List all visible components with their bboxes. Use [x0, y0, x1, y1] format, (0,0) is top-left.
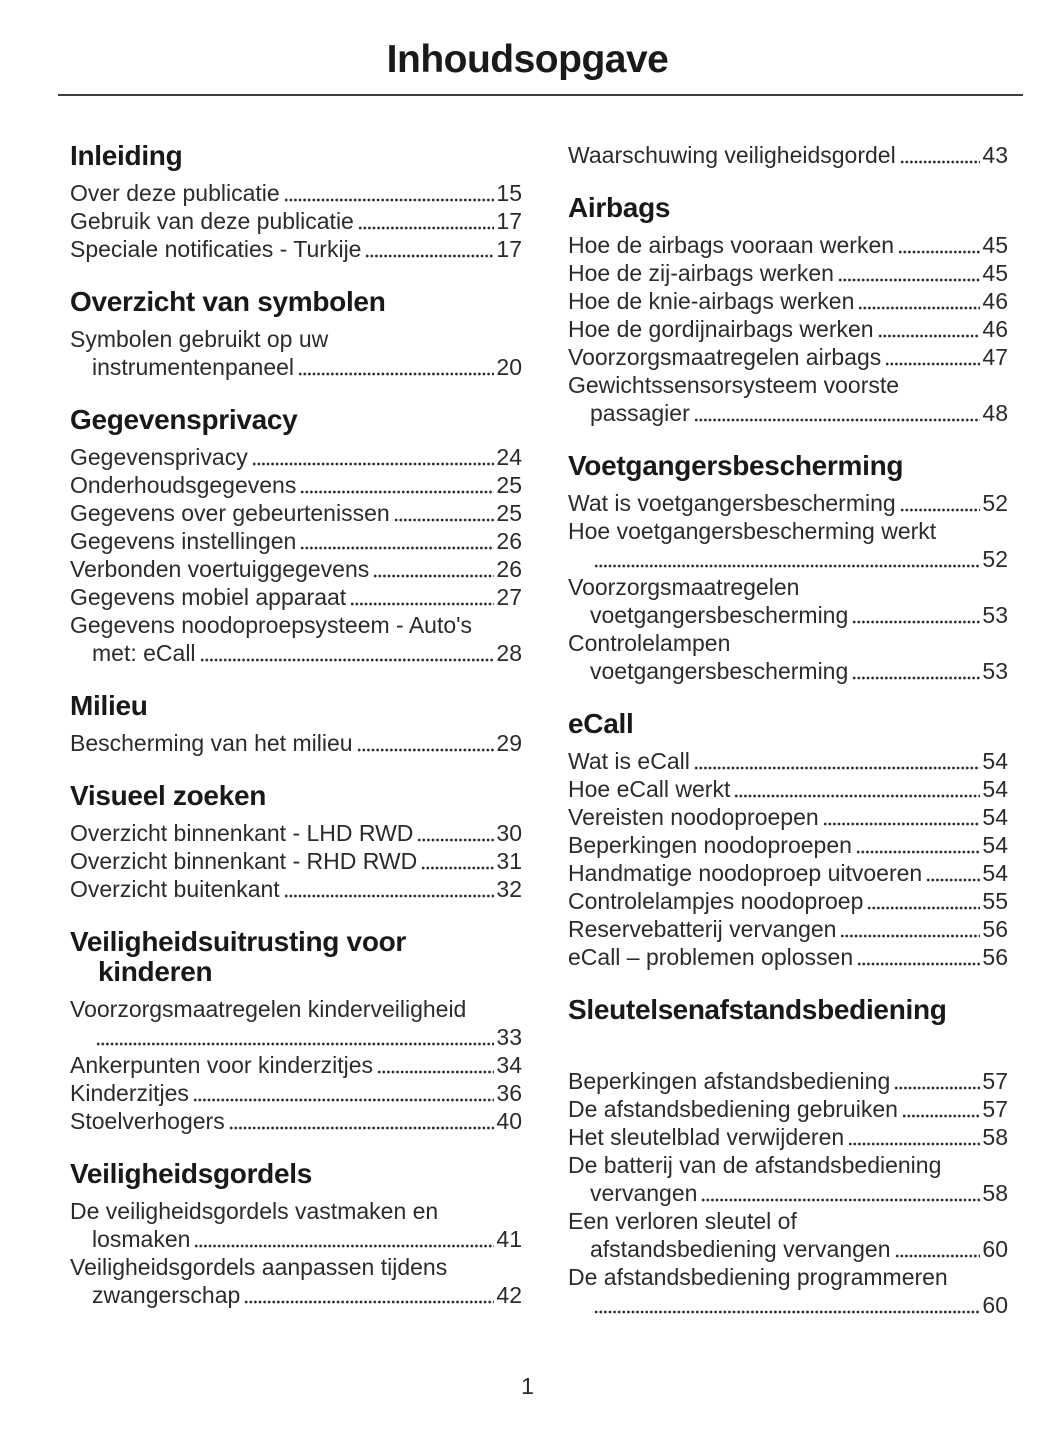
toc-entry	[70, 471, 522, 499]
toc-entry-line: De veiligheidsgordels vastmaken en	[70, 1198, 439, 1224]
toc-entry	[568, 517, 1008, 573]
leader-dots	[252, 461, 495, 467]
toc-entry-line: Gegevens noodoproepsysteem - Auto's	[70, 612, 473, 638]
toc-entry-line-final	[568, 1095, 1008, 1123]
toc-entry	[70, 611, 522, 667]
toc-entry-line-final	[568, 399, 1008, 427]
toc-entry-line-final	[568, 231, 1008, 259]
toc-entry	[70, 555, 522, 583]
toc-entry-line-final	[70, 527, 522, 555]
toc-entry	[568, 259, 1008, 287]
entry-label: Gegevens mobiel apparaat	[70, 584, 347, 610]
entry-page-number: 26	[496, 528, 522, 554]
toc-entry-line-final	[568, 943, 1008, 971]
toc-entry-line-final	[70, 1051, 522, 1079]
toc-entry-line: Voorzorgsmaatregelen kinderveiligheid	[70, 996, 467, 1022]
entry-label: Verbonden voertuiggegevens	[70, 556, 370, 582]
entry-label: voetgangersbescherming	[590, 658, 849, 684]
toc-entry	[568, 887, 1008, 915]
leader-dots	[900, 159, 981, 165]
toc-entry	[568, 1151, 1008, 1207]
entry-page-number: 58	[982, 1124, 1008, 1150]
entry-label: losmaken	[92, 1226, 191, 1252]
entry-label: Over deze publicatie	[70, 180, 280, 206]
entry-label: Gegevens instellingen	[70, 528, 297, 554]
entry-label: instrumentenpaneel	[92, 354, 295, 380]
toc-entry-line-final	[568, 803, 1008, 831]
entry-page-number: 41	[496, 1226, 522, 1252]
entry-page-number: 54	[982, 832, 1008, 858]
toc-entry	[568, 1263, 1008, 1319]
entry-label: Kinderzitjes	[70, 1080, 189, 1106]
leader-dots	[373, 573, 494, 579]
entry-label: Speciale notificaties - Turkije	[70, 236, 362, 262]
entry-page-number: 28	[496, 640, 522, 666]
leader-dots	[244, 1299, 494, 1305]
toc-entry	[568, 231, 1008, 259]
toc-entry-line-final	[568, 1123, 1008, 1151]
toc-entry	[568, 747, 1008, 775]
toc-entry-line-final	[70, 555, 522, 583]
toc-entry	[70, 325, 522, 381]
entry-page-number: 15	[496, 180, 522, 206]
toc-entry	[568, 915, 1008, 943]
toc-entry	[568, 1207, 1008, 1263]
section-heading-line: Veiligheidsgordels	[70, 1158, 313, 1189]
toc-entry	[568, 315, 1008, 343]
entry-page-number: 57	[982, 1096, 1008, 1122]
toc-entry-line-final	[70, 471, 522, 499]
entry-label: Controlelampjes noodoproep	[568, 888, 864, 914]
section-heading-line: eCall	[568, 708, 634, 739]
toc-entry-line-final	[70, 847, 522, 875]
toc-entry	[70, 527, 522, 555]
toc-entry-line-final	[568, 1291, 1008, 1319]
toc-entry	[70, 235, 522, 263]
doc-header	[0, 40, 1055, 96]
toc-entry-line-final	[568, 1235, 1008, 1263]
entry-page-number: 53	[982, 658, 1008, 684]
entry-page-number: 31	[496, 848, 522, 874]
leader-dots	[848, 1141, 980, 1147]
leader-dots	[840, 933, 980, 939]
entry-label: Gegevensprivacy	[70, 444, 248, 470]
toc-entry-line-final	[568, 657, 1008, 685]
entry-label: Handmatige noodoproep uitvoeren	[568, 860, 923, 886]
toc-entry-line-final	[568, 601, 1008, 629]
entry-page-number: 56	[982, 916, 1008, 942]
section-heading-line: Gegevensprivacy	[70, 404, 298, 435]
page-title: Inhoudsopgave	[386, 38, 669, 81]
entry-page-number: 52	[982, 546, 1008, 572]
entry-label: zwangerschap	[92, 1282, 241, 1308]
leader-dots	[856, 849, 981, 855]
leader-dots	[898, 249, 980, 255]
toc-entry	[568, 831, 1008, 859]
toc-entry-line: De batterij van de afstandsbediening	[568, 1152, 942, 1178]
toc-section	[70, 141, 522, 263]
toc-entry-line: Een verloren sleutel of	[568, 1208, 797, 1234]
leader-dots	[300, 489, 494, 495]
toc-section	[568, 141, 1008, 169]
entry-page-number: 36	[496, 1080, 522, 1106]
toc-entry	[70, 819, 522, 847]
toc-entry-line: De afstandsbediening programmeren	[568, 1264, 948, 1290]
toc-entry	[568, 343, 1008, 371]
entry-page-number: 40	[496, 1108, 522, 1134]
leader-dots	[734, 793, 980, 799]
entry-page-number: 54	[982, 860, 1008, 886]
entry-label: vervangen	[590, 1180, 698, 1206]
entry-page-number: 53	[982, 602, 1008, 628]
section-heading	[70, 141, 522, 171]
entry-page-number: 55	[982, 888, 1008, 914]
entry-page-number: 45	[982, 260, 1008, 286]
entry-page-number: 17	[496, 236, 522, 262]
toc-section	[568, 451, 1008, 685]
entry-label: Ankerpunten voor kinderzitjes	[70, 1052, 373, 1078]
section-heading	[70, 691, 522, 721]
toc-entry-line-final	[70, 639, 522, 667]
leader-dots	[694, 765, 981, 771]
entry-label: Onderhoudsgegevens	[70, 472, 297, 498]
section-heading-line: Voetgangersbescherming	[568, 450, 904, 481]
leader-dots	[284, 197, 495, 203]
leader-dots	[350, 601, 494, 607]
leader-dots	[701, 1197, 980, 1203]
entry-page-number: 54	[982, 804, 1008, 830]
entry-page-number: 56	[982, 944, 1008, 970]
entry-label: Gegevens over gebeurtenissen	[70, 500, 390, 526]
toc-section	[70, 287, 522, 381]
toc-column-left	[70, 141, 522, 1309]
leader-dots	[878, 333, 981, 339]
section-heading	[70, 927, 522, 987]
leader-dots	[194, 1243, 494, 1249]
entry-page-number: 48	[982, 400, 1008, 426]
entry-label: Bescherming van het milieu	[70, 730, 353, 756]
toc-entry-line-final	[568, 831, 1008, 859]
toc-entry-line-final	[70, 499, 522, 527]
entry-label: voetgangersbescherming	[590, 602, 849, 628]
toc-entry-line-final	[70, 235, 522, 263]
entry-label: Beperkingen afstandsbediening	[568, 1068, 891, 1094]
entry-page-number: 17	[496, 208, 522, 234]
leader-dots	[694, 417, 981, 423]
leader-dots	[377, 1069, 494, 1075]
section-heading	[70, 1159, 522, 1189]
entry-page-number: 60	[982, 1292, 1008, 1318]
entry-page-number: 46	[982, 316, 1008, 342]
leader-dots	[858, 305, 980, 311]
leader-dots	[852, 675, 980, 681]
entry-page-number: 54	[982, 776, 1008, 802]
entry-label: Overzicht binnenkant - LHD RWD	[70, 820, 414, 846]
toc-entry-line-final	[568, 859, 1008, 887]
toc-entry-line-final	[70, 353, 522, 381]
toc-entry-line-final	[568, 259, 1008, 287]
entry-label: Wat is eCall	[568, 748, 690, 774]
toc-entry-line-final	[568, 315, 1008, 343]
toc-entry-line: Hoe voetgangersbescherming werkt	[568, 518, 937, 544]
entry-label: Gebruik van deze publicatie	[70, 208, 354, 234]
toc-column-right	[568, 141, 1008, 1319]
doc-footer	[0, 1373, 1055, 1400]
section-heading	[70, 287, 522, 317]
toc-entry	[568, 1067, 1008, 1095]
toc-entry-line: Voorzorgsmaatregelen	[568, 574, 800, 600]
entry-page-number: 43	[982, 142, 1008, 168]
leader-dots	[357, 747, 495, 753]
section-heading	[70, 405, 522, 435]
leader-dots	[838, 277, 981, 283]
toc-entry-line-final	[568, 1179, 1008, 1207]
toc-section	[568, 193, 1008, 427]
toc-entry	[568, 803, 1008, 831]
toc-entry	[568, 1095, 1008, 1123]
entry-page-number: 32	[496, 876, 522, 902]
section-heading	[568, 995, 1008, 1025]
toc-entry-line-final	[70, 729, 522, 757]
toc-section	[568, 709, 1008, 971]
entry-page-number: 25	[496, 472, 522, 498]
toc-entry-line-final	[70, 875, 522, 903]
toc-entry	[568, 573, 1008, 629]
entry-page-number: 26	[496, 556, 522, 582]
toc-entry-line-final	[70, 1079, 522, 1107]
leader-dots	[894, 1085, 980, 1091]
entry-label: Het sleutelblad verwijderen	[568, 1124, 845, 1150]
toc-section	[70, 781, 522, 903]
toc-entry	[70, 995, 522, 1051]
leader-dots	[852, 619, 980, 625]
entry-label: Vereisten noodoproepen	[568, 804, 819, 830]
entry-label: Hoe de airbags vooraan werken	[568, 232, 895, 258]
section-heading-line: Inleiding	[70, 140, 183, 171]
entry-page-number: 34	[496, 1052, 522, 1078]
section-heading-line: kinderen	[98, 956, 213, 987]
entry-label: passagier	[590, 400, 690, 426]
toc-entry-line-final	[70, 1281, 522, 1309]
toc-entry-line-final	[568, 775, 1008, 803]
section-heading	[568, 709, 1008, 739]
toc-entry-line: Controlelampen	[568, 630, 731, 656]
toc-entry-line-final	[70, 207, 522, 235]
leader-dots	[867, 905, 980, 911]
leader-dots	[200, 657, 495, 663]
entry-label: Hoe de zij-airbags werken	[568, 260, 834, 286]
leader-dots	[394, 517, 495, 523]
toc-entry-line: Symbolen gebruikt op uw	[70, 326, 329, 352]
toc-entry	[568, 489, 1008, 517]
entry-page-number: 27	[496, 584, 522, 610]
entry-page-number: 57	[982, 1068, 1008, 1094]
leader-dots	[358, 225, 495, 231]
toc-entry-line-final	[568, 287, 1008, 315]
toc-entry	[568, 141, 1008, 169]
toc-entry	[70, 1253, 522, 1309]
toc-entry	[70, 729, 522, 757]
leader-dots	[900, 507, 981, 513]
toc-section	[568, 995, 1008, 1319]
toc-entry-line-final	[70, 819, 522, 847]
leader-dots	[421, 865, 494, 871]
leader-dots	[594, 1309, 980, 1315]
leader-dots	[885, 361, 980, 367]
entry-label: Overzicht binnenkant - RHD RWD	[70, 848, 418, 874]
toc-entry-line: Veiligheidsgordels aanpassen tijdens	[70, 1254, 448, 1280]
entry-page-number: 29	[496, 730, 522, 756]
section-heading-line: Milieu	[70, 690, 148, 721]
entry-page-number: 25	[496, 500, 522, 526]
section-heading	[568, 193, 1008, 223]
entry-label: Hoe eCall werkt	[568, 776, 731, 802]
toc-entry-line-final	[70, 583, 522, 611]
toc-entry-line-final	[568, 343, 1008, 371]
leader-dots	[96, 1041, 494, 1047]
entry-page-number: 20	[496, 354, 522, 380]
toc-columns	[0, 96, 1055, 1319]
leader-dots	[823, 821, 981, 827]
section-heading-line: Overzicht van symbolen	[70, 286, 386, 317]
toc-entry	[70, 847, 522, 875]
entry-page-number: 42	[496, 1282, 522, 1308]
leader-dots	[284, 893, 495, 899]
leader-dots	[298, 371, 494, 377]
entry-page-number: 60	[982, 1236, 1008, 1262]
toc-entry	[568, 859, 1008, 887]
section-heading	[70, 781, 522, 811]
leader-dots	[926, 877, 980, 883]
toc-entry	[568, 287, 1008, 315]
leader-dots	[365, 253, 494, 259]
toc-entry	[70, 1051, 522, 1079]
entry-page-number: 54	[982, 748, 1008, 774]
toc-entry-line-final	[568, 545, 1008, 573]
entry-page-number: 47	[982, 344, 1008, 370]
entry-label: Hoe de knie-airbags werken	[568, 288, 855, 314]
toc-section	[70, 927, 522, 1135]
entry-page-number: 46	[982, 288, 1008, 314]
toc-entry	[70, 1079, 522, 1107]
entry-page-number: 33	[496, 1024, 522, 1050]
entry-label: De afstandsbediening gebruiken	[568, 1096, 898, 1122]
toc-entry-line: Gewichtssensorsysteem voorste	[568, 372, 900, 398]
entry-label: Overzicht buitenkant	[70, 876, 280, 902]
toc-entry-line-final	[70, 179, 522, 207]
leader-dots	[229, 1125, 495, 1131]
toc-entry	[70, 443, 522, 471]
entry-page-number: 45	[982, 232, 1008, 258]
leader-dots	[895, 1253, 981, 1259]
toc-entry	[70, 1197, 522, 1253]
entry-label: Voorzorgsmaatregelen airbags	[568, 344, 882, 370]
entry-page-number: 58	[982, 1180, 1008, 1206]
toc-entry	[70, 875, 522, 903]
leader-dots	[300, 545, 494, 551]
toc-entry	[70, 207, 522, 235]
leader-dots	[857, 961, 980, 967]
entry-label: eCall – problemen oplossen	[568, 944, 854, 970]
leader-dots	[594, 563, 980, 569]
toc-entry	[568, 371, 1008, 427]
toc-entry	[70, 179, 522, 207]
toc-entry	[568, 943, 1008, 971]
entry-label: met: eCall	[92, 640, 196, 666]
toc-entry-line-final	[70, 1225, 522, 1253]
toc-entry-line-final	[70, 1107, 522, 1135]
toc-entry	[70, 583, 522, 611]
entry-label: Waarschuwing veiligheidsgordel	[568, 142, 896, 168]
toc-entry-line-final	[568, 887, 1008, 915]
toc-entry-line-final	[70, 443, 522, 471]
toc-entry	[70, 499, 522, 527]
page-number: 1	[521, 1373, 534, 1399]
entry-label: Beperkingen noodoproepen	[568, 832, 852, 858]
section-heading	[568, 451, 1008, 481]
toc-section	[70, 405, 522, 667]
entry-label: Reservebatterij vervangen	[568, 916, 837, 942]
entry-label: Stoelverhogers	[70, 1108, 225, 1134]
toc-entry-line-final	[568, 489, 1008, 517]
toc-entry-line-final	[568, 915, 1008, 943]
toc-section	[70, 691, 522, 757]
section-heading-line: Airbags	[568, 192, 671, 223]
entry-page-number: 52	[982, 490, 1008, 516]
entry-page-number: 30	[496, 820, 522, 846]
toc-entry	[568, 1123, 1008, 1151]
section-heading-line: Sleutels en afstandsbediening	[568, 994, 947, 1025]
entry-page-number: 24	[496, 444, 522, 470]
entry-label: Hoe de gordijnairbags werken	[568, 316, 874, 342]
toc-entry-line-final	[568, 747, 1008, 775]
entry-label: afstandsbediening vervangen	[590, 1236, 891, 1262]
toc-entry-line-final	[568, 1067, 1008, 1095]
section-heading-line: Veiligheidsuitrusting voor	[70, 926, 407, 957]
entry-label: Wat is voetgangersbescherming	[568, 490, 896, 516]
toc-entry	[568, 775, 1008, 803]
leader-dots	[902, 1113, 981, 1119]
leader-dots	[193, 1097, 495, 1103]
leader-dots	[417, 837, 494, 843]
section-heading-line: Visueel zoeken	[70, 780, 267, 811]
toc-section	[70, 1159, 522, 1309]
toc-entry	[70, 1107, 522, 1135]
toc-entry-line-final	[70, 1023, 522, 1051]
toc-entry-line-final	[568, 141, 1008, 169]
toc-entry	[568, 629, 1008, 685]
